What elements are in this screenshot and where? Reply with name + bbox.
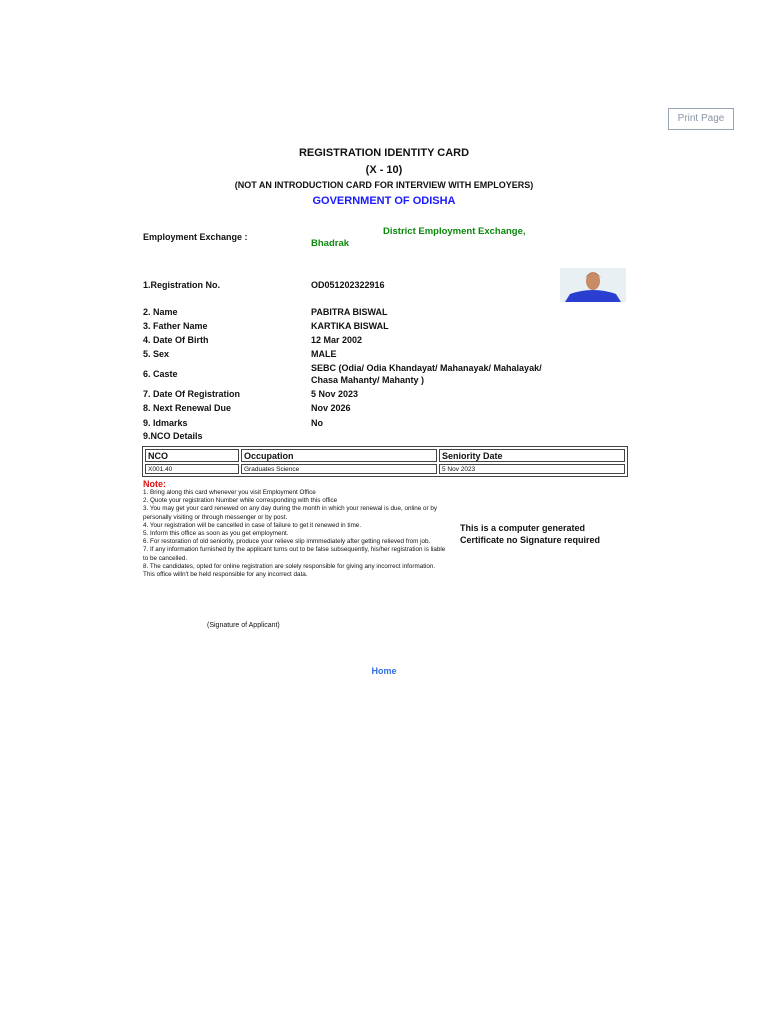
nco-details-label: 9.NCO Details — [143, 431, 203, 441]
registration-label: 1.Registration No. — [143, 280, 221, 290]
note-title: Note: — [143, 479, 166, 489]
note-item: 5. Inform this office as soon as you get employment. — [143, 530, 289, 538]
nco-col-header: NCO — [145, 449, 239, 462]
nco-code-cell: X001.40 — [145, 464, 239, 474]
occupation-col-header: Occupation — [241, 449, 437, 462]
registration-date-value: 5 Nov 2023 — [311, 389, 359, 399]
caste-label: 6. Caste — [143, 369, 178, 379]
applicant-photo — [560, 268, 626, 302]
nco-header-row — [145, 449, 625, 462]
card-subtitle: (X - 10) — [365, 164, 403, 176]
note-item: 7. If any information furnished by the applicant turns out to be false subsequently, his/her registration is liable to be cancelled. — [143, 546, 446, 562]
signature-label: (Signature of Applicant) — [207, 622, 280, 629]
print-page-button[interactable]: Print Page — [668, 108, 734, 130]
seniority-date-cell: 5 Nov 2023 — [439, 464, 625, 474]
note-item: 4. Your registration will be cancelled in case of failure to get it renewed in time. — [143, 521, 362, 529]
father-label: 3. Father Name — [143, 321, 208, 331]
home-link[interactable]: Home — [371, 666, 397, 676]
renewal-label: 8. Next Renewal Due — [143, 403, 232, 413]
computer-generated-note — [460, 522, 600, 546]
caste-value-line1: SEBC (Odia/ Odia Khandayat/ Mahanayak/ Mahalayak/ — [311, 363, 542, 373]
computer-generated-line1: This is a computer generated — [460, 523, 586, 533]
nco-table — [142, 446, 628, 477]
idmarks-label: 9. Idmarks — [143, 418, 188, 428]
exchange-name: District Employment Exchange, — [383, 226, 526, 237]
note-item: 1. Bring along this card whenever you visit Employment Office — [143, 489, 316, 496]
name-value: PABITRA BISWAL — [311, 307, 388, 317]
note-item: 6. For restoration of old seniority, produce your relieve slip immmediately after getting relieved from job. — [143, 538, 431, 546]
dob-label: 4. Date Of Birth — [143, 335, 209, 345]
government-heading: GOVERNMENT OF ODISHA — [312, 195, 456, 207]
registration-date-label: 7. Date Of Registration — [143, 389, 241, 399]
registration-number: OD051202322916 — [311, 280, 385, 290]
note-item: 3. You may get your card renewed on any day during the month in which your renewal is due, online or by personally visiting or through messenger or by post. — [143, 505, 438, 521]
sex-value: MALE — [311, 349, 337, 359]
occupation-cell: Graduates Science — [241, 464, 437, 474]
computer-generated-line2: Certificate no Signature required — [460, 535, 601, 545]
card-disclaimer: (NOT AN INTRODUCTION CARD FOR INTERVIEW WITH EMPLOYERS) — [234, 180, 534, 190]
exchange-label: Employment Exchange : — [143, 232, 248, 242]
note-item: 8. The candidates, opted for online registration are solely responsible for giving any incorrect information. This office willn't be held responsible for any incorrect data. — [143, 562, 436, 579]
table-row — [145, 464, 625, 474]
sex-label: 5. Sex — [143, 349, 170, 359]
exchange-district: Bhadrak — [311, 238, 350, 249]
renewal-value: Nov 2026 — [311, 403, 351, 413]
name-label: 2. Name — [143, 307, 178, 317]
dob-value: 12 Mar 2002 — [311, 335, 363, 345]
father-value: KARTIKA BISWAL — [311, 321, 389, 331]
caste-value-line2: Chasa Mahanty/ Mahanty ) — [311, 375, 425, 385]
note-item: 2. Quote your registration Number while corresponding with this office — [143, 497, 338, 505]
seniority-col-header: Seniority Date — [439, 449, 625, 462]
card-title: REGISTRATION IDENTITY CARD — [298, 147, 470, 159]
notes-list — [143, 489, 448, 579]
idmarks-value: No — [311, 418, 323, 428]
